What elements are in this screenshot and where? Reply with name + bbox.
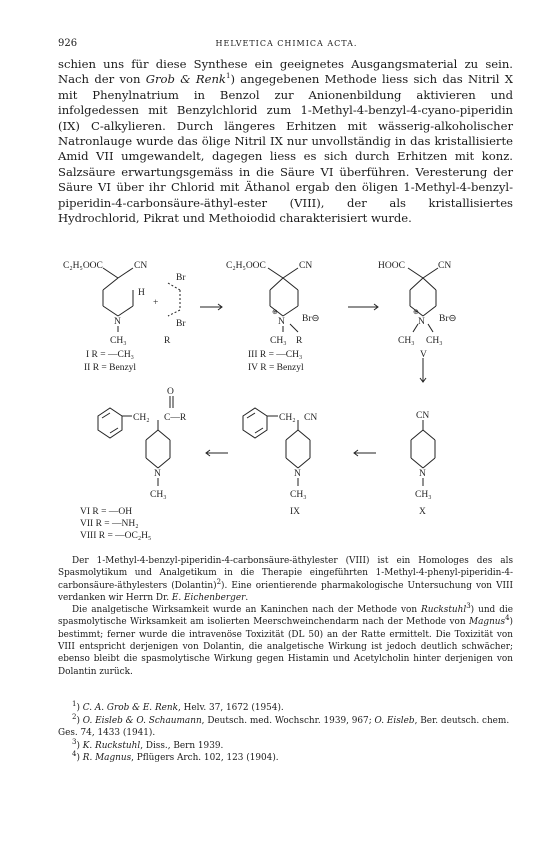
r2-n3-label: N <box>419 469 426 479</box>
r2-ch2-b-label: CH₂ <box>279 413 296 423</box>
r2-cn-x-label: CN <box>416 411 430 421</box>
c1-br-label: Br <box>176 273 186 283</box>
pharmacology-text-2: ). Eine orientierende pharmakologische Untersuchung von VIII verdanken wir Herrn Dr. <box>58 580 513 603</box>
footnote-ref-2[interactable]: 2 <box>216 577 222 586</box>
c1-h-label: H <box>138 288 145 298</box>
c3-ch3-b-label: CH₃ <box>426 336 443 346</box>
footnote-number: 3 <box>72 737 77 746</box>
authors-grob-renk: Grob & Renk <box>145 72 226 87</box>
footnote-ref-1[interactable]: 1 <box>225 72 231 81</box>
footnote-number: 1 <box>72 700 77 709</box>
c3-ch3-a-label: CH₃ <box>398 336 415 346</box>
footnotes <box>58 702 513 765</box>
footnote-4: $^4$) R. Magnus, Pflügers Arch. 102, 123 (1904). <box>72 750 279 763</box>
name-eichenberger: E. Eichenberger <box>171 592 246 603</box>
c1-plus-sign: + <box>153 298 159 308</box>
r2-n2-label: N <box>294 469 301 479</box>
footnote-number: 4 <box>72 750 77 759</box>
c3-bromide-label: Br⊖ <box>439 314 457 324</box>
compound-x-label: X <box>419 507 426 517</box>
pharmacology-section <box>58 555 513 678</box>
c1-br2-label: Br <box>176 319 186 329</box>
r2-n1-label: N <box>154 469 161 479</box>
name-magnus: Magnus <box>469 617 506 628</box>
c1-cn-label: CN <box>134 261 148 271</box>
body-text-2: ) angegebenen Methode liess sich das Nitril X mit Phenylnatrium in Benzol zur Anionenbildung aktivieren und infolgedessen mit Benzylchlorid zum 1-Methyl-4-benzyl-4-cyano-piperidin (IX) C-alkylieren. Durch längeres Erhitzen mit wässerig-alkoholischer Natronlauge wurde das ölige Nitril IX nur unvollständig in das kristallisierte Amid VII umgewandelt, dagegen liess es sich durch Erhitzen mit konz. Salzsäure erwartungsgemäss in die Säure VI überführen. Veresterung der Säure VI über ihr Chlorid mit Äthanol ergab den öligen 1-Methyl-4-benzyl-piperidin-4-carbonsäure-äthyl-ester (VIII), der als kristallisiertes Hydrochlorid, Pikrat und Methoiodid charakterisiert wurde. <box>58 72 514 226</box>
compound-ix-label: IX <box>290 507 301 517</box>
page-number: 926 <box>58 38 78 49</box>
footnote-1: $^1$) C. A. Grob & E. Renk, Helv. 37, 1672 (1954). <box>72 700 284 713</box>
compound-vii-label: VII R = —NH₂ <box>80 519 139 529</box>
footnote-reference: , Helv. 37, 1672 (1954). <box>177 703 284 713</box>
footnote-ref-4[interactable]: 4 <box>505 614 510 623</box>
c3-plus-charge: ⊕ <box>413 308 419 316</box>
c2-r-label: R <box>296 336 303 346</box>
c2-plus-charge: ⊕ <box>272 308 278 316</box>
c3-acid-label: HOOC <box>378 261 405 271</box>
compound-viii-label: VIII R = —OC₂H₅ <box>80 531 152 541</box>
r2-ch3-a-label: CH₃ <box>150 490 167 500</box>
pharmacology-text-4: ) und die spasmolytische Wirksamkeit am isolierten Meerschweinchendarm nach der Methode von <box>58 605 513 628</box>
footnote-number: 2 <box>72 712 77 721</box>
footnote-author: O. Eisleb & O. Schaumann <box>82 715 202 726</box>
footnote-author: R. Magnus <box>82 753 132 763</box>
pharmacology-text-3: Die analgetische Wirksamkeit wurde an Kaninchen nach der Methode von <box>72 605 422 616</box>
compound-vi-label: VI R = —OH <box>80 507 133 517</box>
r2-carbonyl-label: C—R <box>164 413 187 423</box>
name-ruckstuhl: Ruckstuhl <box>421 605 467 616</box>
footnote-author: K. Ruckstuhl <box>82 740 141 751</box>
c1-n-label: N <box>114 317 121 327</box>
footnote-reference: , Deutsch. med. Wochschr. 1939, 967; <box>201 715 375 726</box>
r2-ch3-b-label: CH₃ <box>290 490 307 500</box>
c1-r-label: R <box>164 336 171 346</box>
footnote-author: C. A. Grob & E. Renk <box>82 703 178 713</box>
compound-iv-label: IV R = Benzyl <box>248 363 304 373</box>
page-header <box>58 38 515 52</box>
body-text-1: schien uns für diese Synthese ein geeignetes Ausgangsmaterial zu sein. Nach der von <box>58 57 513 87</box>
r2-oxygen-label: O <box>167 387 174 397</box>
journal-title: HELVETICA CHIMICA ACTA. <box>215 39 358 48</box>
c2-cn-label: CN <box>299 261 313 271</box>
c3-cn-label: CN <box>438 261 452 271</box>
pharmacology-period: . <box>245 592 249 603</box>
footnote-ref-3[interactable]: 3 <box>466 602 471 611</box>
body-paragraph <box>58 57 513 226</box>
c1-ch3-label: CH₃ <box>110 336 127 346</box>
footnote-2: $^2$) O. Eisleb & O. Schaumann, Deutsch. med. Wochschr. 1939, 967; O. Eisleb, Ber. deutsch. chem. Ges. 74, 1433 (1941). <box>58 712 510 738</box>
footnote-author: O. Eisleb <box>374 715 415 726</box>
footnote-reference: , Diss., Bern 1939. <box>140 740 224 751</box>
compound-ii-label: II R = Benzyl <box>84 363 137 373</box>
compound-v-label: V <box>420 350 427 360</box>
r2-ch3-c-label: CH₃ <box>415 490 432 500</box>
r2-ch2-a-label: CH₂ <box>133 413 150 423</box>
c1-ester-label: C₂H₅OOC <box>63 261 103 271</box>
compound-i-label: I R = —CH₃ <box>86 350 134 360</box>
pharmacology-text-5: ) bestimmt; ferner wurde die intravenöse Toxizität (DL 50) an der Ratte ermittelt. Die Toxizität von VIII entspricht derjenigen von Dolantin, die analgetische Wirkung ist jedoch deutlich schwächer; ebenso bleibt die spasmolytische Wirkung gegen Histamin und Acetylcholin hinter derjenigen von Dolantin zurück. <box>58 617 513 677</box>
c2-ester-label: C₂H₅OOC <box>226 261 266 271</box>
compound-iii-label: III R = —CH₃ <box>248 350 303 360</box>
reaction-scheme <box>58 258 508 543</box>
c3-n-label: N <box>418 317 425 327</box>
c2-n-label: N <box>278 317 285 327</box>
footnote-reference: , Pflügers Arch. 102, 123 (1904). <box>131 753 279 763</box>
pharmacology-text-1: Der 1-Methyl-4-benzyl-piperidin-4-carbonsäure-äthylester (VIII) ist ein Homologes des als Spasmolytikum und Analgetikum in die Therapie eingeführten 1-Methyl-4-phenyl-piperidin-4-carbonsäure-äthylesters (Dolantin) <box>58 556 513 591</box>
footnote-reference: , Ber. deutsch. chem. Ges. 74, 1433 (1941). <box>58 715 510 738</box>
footnote-3: $^3$) K. Ruckstuhl, Diss., Bern 1939. <box>72 737 224 751</box>
r2-cn-ix-label: CN <box>304 413 318 423</box>
c2-ch3-label: CH₃ <box>270 336 287 346</box>
c2-bromide-label: Br⊖ <box>302 314 320 324</box>
